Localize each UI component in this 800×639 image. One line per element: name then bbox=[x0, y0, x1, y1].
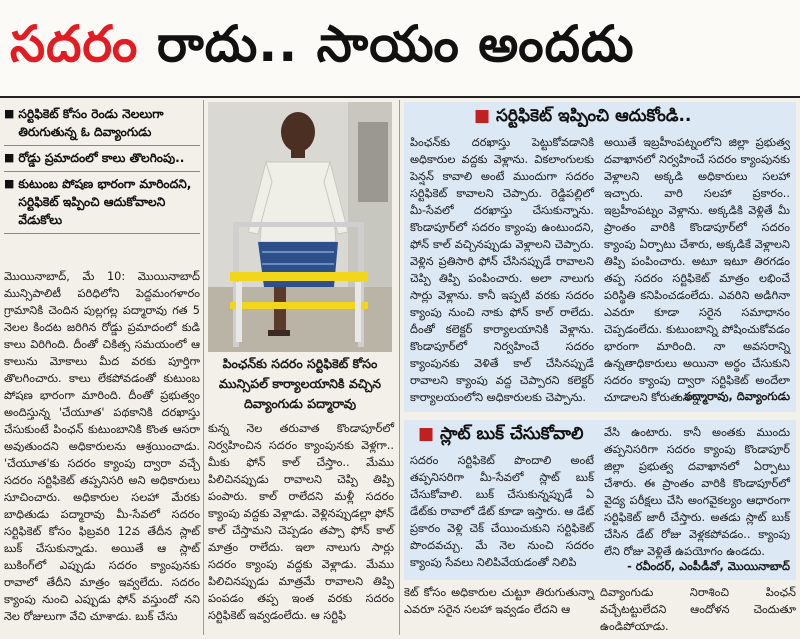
headline-rule bbox=[0, 96, 800, 98]
bullet-item bbox=[4, 172, 200, 234]
square-bullet-icon: ■ bbox=[4, 107, 15, 120]
bottom-right-text: దివ్యాంగుడు నిరాశించి పింఛన్‌ వచ్చేటట్టులేదని ఆందోళన చెందుతూ ఉండిపోయాడు. bbox=[600, 586, 796, 633]
column-divider bbox=[399, 100, 400, 635]
bullet-text: కుటుంబ పోషణ భారంగా మారిందని, సర్టిఫికెట్‌ ఇప్పించి ఆదుకోవాలని వేడుకోలు bbox=[18, 177, 192, 227]
bullet-item bbox=[4, 146, 200, 172]
box-signature: - రవీందర్‌, ఎంపీడీవో, మొయినాబాద్‌ bbox=[627, 560, 790, 573]
box-signature: - పద్మారావు, దివ్యాంగుడు bbox=[675, 390, 790, 403]
sidebar-box-slot bbox=[404, 420, 796, 580]
box-title-text: స్లాట్‌ బుక్‌ చేసుకోవాలి bbox=[439, 424, 584, 444]
box-text-col2: అయితే ఇబ్రహీంపట్నంలోని జిల్లా ప్రభుత్వ దవాఖానలో నిర్వహించే సదరం క్యాంపునకు వెళ్లాలని అక్కడి అధికారులు సలహా ఇచ్చారు. వారి సలహా ప్రకారం.. ఇబ్రహీంపట్నం వెళ్లాను. అక్కడికి వెళ్లితే మీ ప్రాంతం వారికి కొండాపూర్‌లో సదరం క్యాంపు ఏర్పాటు చేశారు, అక్కడికే వెళ్లాలని తిప్పి పంపించారు. అటూ ఇటూ తిరగడం తప్ప సదరం సర్టిఫికెట్‌ మాత్రం లభించే పరిస్థితి కనిపించడంలేదు. ఎవరిని అడిగినా ఎవరూ కూడా సరైన సమాధానం చెప్పడంలేదు. కుటుంబాన్ని పోషించుకోవడం భారంగా మారింది. నా అవసరాన్ని ఉన్నతాధికారులు అయినా అర్థం చేసుకుని సదరం క్యాంపు ద్వారా సర్టిఫికెట్‌ అందేలా చూడాలని కోరుతున్నా. bbox=[604, 136, 790, 404]
bullet-text: రోడ్డు ప్రమాదంలో కాలు తొలగింపు.. bbox=[18, 151, 185, 165]
headline-rest: రాదు.. సాయం అందదు bbox=[138, 15, 635, 73]
bottom-middle-text: కెట్‌ కోసం అధికారుల చుట్టూ తిరుగుతున్నా ఎవరూ సరైన సలహా ఇవ్వడం లేదని ఆ bbox=[404, 586, 594, 616]
bullet-list bbox=[4, 102, 200, 234]
box-text-col2: వేసి ఉంటారు. కానీ అంతకు ముందు తప్పనిసరిగా సదరం క్యాంపు కొండాపూర్‌ జిల్లా ప్రభుత్వ దవాఖానలో ఏర్పాటు చేశారు. ఈ ప్రాంతం వారికి కొండాపూర్‌లో వైద్య పరీక్షలు చేసి అంగవైకల్యం ఆధారంగా సర్టిఫికెట్‌ జారీ చేస్తారు. అతడు స్లాట్‌ బుక్‌ చేసిన డేట్‌ రోజు వెళ్లకపోవడం.. క్యాంపు లేని రోజు వెళ్లితే ఉపయోగం ఉండదు. bbox=[604, 426, 790, 558]
column-divider bbox=[203, 100, 204, 635]
left-body-text: మొయినాబాద్‌, మే 10: మొయినాబాద్‌ మున్సిపాలిటీ పరిధిలోని పెద్దమంగళారం గ్రామానికి చెందిన పుల్లగల్ల పద్మారావు గత 5 నెలల కిందట జరిగిన రోడ్డు ప్రమాదంలో కుడి కాలు విరిగింది. దీంతో చికిత్స సమయంలో ఆ కాలును మోకాలు మీద వరకు పూర్తిగా తొలగించారు. కాలు లేకపోవడంతో కుటుంబ పోషణ భారంగా మారింది. దీంతో ప్రభుత్వం అందిస్తున్న 'చేయూత' పథకానికి దరఖాస్తు చేసుకుంటే పింఛన్‌ కుటుంబానికి కొంత ఆసరా అవుతుందని అధికారులను ఆశ్రయించాడు. 'చేయూత'కు సదరం క్యాంపు ద్వారా వచ్చే సదరం సర్టిఫికెట్‌ తప్పనిసరి అని అధికారులు సూచించారు. అధికారుల సలహా మేరకు బాధితుడు పద్మారావు మీ-సేవలో సదరం సర్టిఫికెట్‌ కోసం ఫిబ్రవరి 12వ తేదీన స్లాట్‌ బుక్‌ చేసుకున్నాడు. అయితే ఆ స్లాట్‌ బుకింగ్‌లో ఎప్పుడు సదరం క్యాంపునకు రావాలో తేదీని మాత్రం ఇవ్వలేదు. సదరం క్యాంపు నుంచి ఎప్పుడు ఫోన్‌ వస్తుందో నని నెల రోజులుగా వేచి చూశాడు. బుక్‌ చేసు bbox=[4, 270, 200, 623]
article-photo bbox=[208, 102, 392, 352]
man-with-walker-photo bbox=[208, 102, 392, 352]
square-bullet-icon: ■ bbox=[4, 177, 15, 190]
headline-red-word: సదరం bbox=[10, 15, 139, 73]
box-text-col1: పింఛన్‌కు దరఖాస్తు పెట్టుకోవడానికి అధికారుల వద్దకు వెళ్లాను. వికలాంగులకు పెన్షన్‌ కావాలి అంటే ముందుగా సదరం సర్టిఫికెట్‌ కావాలని చెప్పారు. రెడ్డిపల్లిలో మీ-సేవలో దరఖాస్తు చేసుకున్నాను. కొండాపూర్‌లో సదరం క్యాంపు ఉంటుందని, ఫోన్‌ కాల్‌ వచ్చినప్పుడు వెళ్లాలని చెప్పారు. వెళ్లిన ప్రతిసారి ఫోన్‌ చేసినప్పుడే రావాలని చెప్పి తిప్పి పంపించారు. అలా నాలుగు సార్లు వెళ్లాను. కానీ ఇప్పటి వరకు సదరం క్యాంపు నుంచి నాకు ఫోన్‌ కాల్‌ రాలేదు. దీంతో కలెక్టర్‌ కార్యాలయానికి వెళ్లాను. కొండాపూర్‌లో నిర్వహించే సదరం క్యాంపునకు వెళితే కాల్‌ చేసినప్పుడే రావాలని క్యాంపు వద్ద చెప్పారని కలెక్టర్‌ కార్యాలయంలోని అధికారులకు చెప్పాను. bbox=[410, 136, 594, 404]
sidebar-box-certificate bbox=[404, 102, 796, 412]
headline-area bbox=[0, 0, 800, 96]
box-title-text: సర్టిఫికెట్‌ ఇప్పించి ఆదుకోండి.. bbox=[495, 106, 692, 126]
box-title: ■ స్లాట్‌ బుక్‌ చేసుకోవాలి bbox=[418, 424, 584, 444]
bullet-text: సర్టిఫికెట్‌ కోసం రెండు నెలలుగా తిరుగుతున్న ఓ దివ్యాంగుడు bbox=[18, 107, 164, 139]
middle-body-text: కున్న నెల తరువాత కొండాపూర్‌లో నిర్వహించిన సదరం క్యాంపునకు వెళ్లగా.. మీకు ఫోన్‌ కాల్‌ చేస్తాం.. మేము పిలిచినప్పుడు రావాలని చెప్పి తిప్పి పంపారు. కాల్‌ రాలేదని మళ్లీ సదరం క్యాంపు వద్దకు వెళ్లాడు. వెళ్లినప్పుడల్లా ఫోన్‌ కాల్‌ చేస్తామని చెప్పడం తప్పా ఫోన్‌ కాల్‌ మాత్రం రాలేదు. ఇలా నాలుగు సార్లు సదరం క్యాంపు వద్దకు వెళ్లాడు. మేము పిలిచినప్పుడు మాత్రమే రావాలని తిప్పి పంపడం తప్ప ఇంత వరకు సదరం సర్టిఫికెట్‌ ఇవ్వడంలేదు. ఆ సర్టిఫి bbox=[208, 422, 394, 622]
bullet-item bbox=[4, 102, 200, 146]
box-text-col1: సదరం సర్టిఫికెట్‌ పొందాలి అంటే తప్పనిసరిగా మీ-సేవలో స్లాట్‌ బుక్‌ చేసుకోవాలి. బుక్‌ చేసుకున్నప్పుడే ఏ డేట్‌కు రావాలో డేట్‌ కూడా ఇస్తారు. ఆ డేట్‌ ప్రకారం వెళ్లి చెక్‌ చేయించుకుని సర్టిఫికెట్‌ పొందవచ్చు. మే నెల నుంచి సదరం క్యాంపు సేవలు నిలిపివేయడంతో నిలిపి bbox=[410, 454, 594, 569]
square-bullet-icon: ■ bbox=[4, 151, 15, 164]
photo-caption: పింఛన్‌కు సదరం సర్టిఫికెట్‌ కోసం మున్సిపల్‌ కార్యాలయానికి వచ్చిన దివ్యాంగుడు పద్మారావు bbox=[218, 356, 382, 411]
headline bbox=[10, 14, 635, 74]
box-title: ■ సర్టిఫికెట్‌ ఇప్పించి ఆదుకోండి.. bbox=[474, 106, 692, 126]
